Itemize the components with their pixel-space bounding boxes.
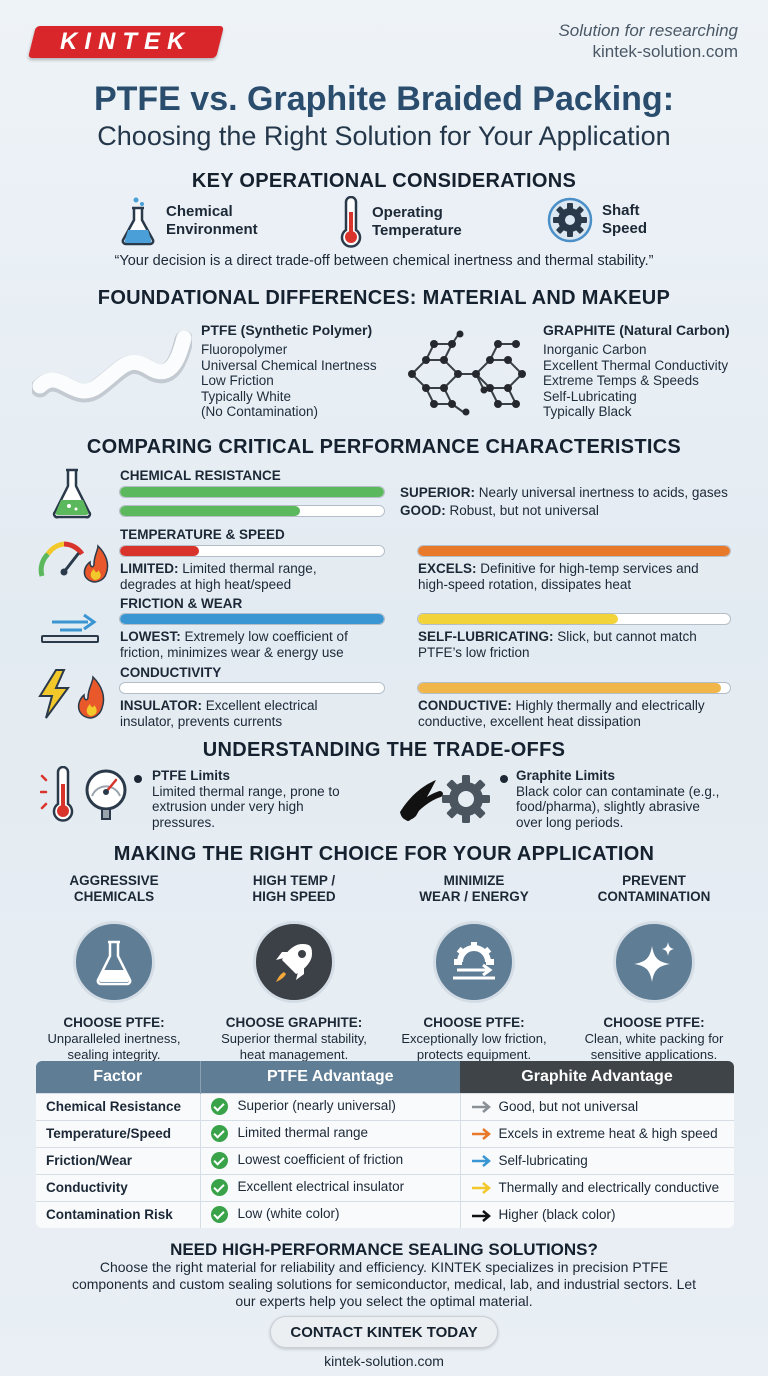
bullet xyxy=(134,775,142,783)
tagline-text: Solution for researching xyxy=(558,21,738,40)
cell-text: Good, but not universal xyxy=(498,1099,639,1114)
ptfe-chemical-fill xyxy=(120,487,384,497)
ptfe-conductivity-bar xyxy=(119,682,385,694)
table-header-ptfe: PTFE Advantage xyxy=(200,1061,460,1093)
consideration-line1: Chemical xyxy=(166,203,233,220)
graphite-material-line: Typically Black xyxy=(543,404,632,419)
ptfe-material-block xyxy=(201,322,377,420)
check-icon xyxy=(211,1098,228,1115)
friction-slide-icon xyxy=(40,610,100,646)
table-cell-ptfe xyxy=(200,1093,460,1120)
ptfe-limits-line: Limited thermal range, prone to xyxy=(152,783,340,799)
table-row xyxy=(36,1174,734,1201)
foundational-heading: FOUNDATIONAL DIFFERENCES: MATERIAL AND MAKEUP xyxy=(97,287,671,309)
desc-text: Extremely low coefficient of xyxy=(180,629,348,644)
ptfe-chemical-desc xyxy=(400,485,728,501)
desc-text: degrades at high heat/speed xyxy=(120,576,292,592)
graphite-material-line: Excellent Thermal Conductivity xyxy=(543,357,729,373)
choice-icon-circle xyxy=(253,921,335,1003)
cta-heading: NEED HIGH-PERFORMANCE SEALING SOLUTIONS? xyxy=(170,1240,598,1259)
flask-icon xyxy=(50,466,94,520)
desc-bold: CONDUCTIVE: xyxy=(418,698,512,713)
table-cell-graphite xyxy=(460,1174,734,1201)
choice-heading: MAKING THE RIGHT CHOICE FOR YOUR APPLICATION xyxy=(113,843,655,865)
cell-text: Limited thermal range xyxy=(237,1125,369,1141)
choice-recommendation: CHOOSE PTFE: xyxy=(423,1015,525,1030)
check-icon xyxy=(211,1125,228,1142)
cell-text: Higher (black color) xyxy=(498,1207,616,1223)
ptfe-friction-fill xyxy=(120,614,384,624)
table-row xyxy=(36,1147,734,1174)
desc-bold: INSULATOR: xyxy=(120,698,202,713)
choice-body-line: Superior thermal stability, xyxy=(221,1031,367,1046)
ptfe-conductivity-desc xyxy=(120,698,318,729)
graphite-limits-block xyxy=(516,768,719,830)
ptfe-material-title: PTFE (Synthetic Polymer) xyxy=(201,322,373,338)
cell-text: Low (white color) xyxy=(237,1206,340,1222)
ptfe-limits-block xyxy=(152,768,340,830)
arrow-right-icon xyxy=(471,1128,491,1140)
graphite-temperature-desc xyxy=(418,561,699,592)
kintek-logo[interactable] xyxy=(28,26,224,58)
table-cell-ptfe xyxy=(200,1147,460,1174)
graphite-conductivity-desc xyxy=(418,698,705,729)
graphite-limits-line: food/pharma), slightly abrasive xyxy=(516,799,700,814)
rocket-icon xyxy=(270,938,318,986)
desc-text: Limited thermal range, xyxy=(178,561,317,576)
choice-recommendation: CHOOSE PTFE: xyxy=(603,1015,705,1030)
choice-body-line: Exceptionally low friction, xyxy=(401,1031,547,1046)
table-header-graphite: Graphite Advantage xyxy=(460,1061,734,1093)
check-icon xyxy=(211,1179,228,1196)
cell-text: Excellent electrical insulator xyxy=(237,1179,405,1195)
ptfe-material-line: Low Friction xyxy=(201,373,274,388)
graphite-conductivity-fill xyxy=(418,683,721,693)
graphite-temperature-fill xyxy=(418,546,730,556)
consideration-line2: Speed xyxy=(602,220,648,237)
desc-bold: LOWEST: xyxy=(120,629,181,644)
consideration-shaft-speed xyxy=(546,196,647,244)
table-cell-factor: Chemical Resistance xyxy=(36,1093,200,1120)
ptfe-friction-bar xyxy=(119,613,385,625)
choice-title-line: AGGRESSIVE xyxy=(69,873,159,888)
header-website[interactable]: kintek-solution.com xyxy=(592,42,738,61)
graphite-friction-fill xyxy=(418,614,618,624)
comparison-table xyxy=(36,1061,734,1228)
black-smudge-gear-icon xyxy=(396,772,496,828)
desc-text: Slick, but cannot match xyxy=(553,629,697,644)
flask-icon xyxy=(93,938,135,986)
ptfe-friction-desc xyxy=(120,629,348,660)
table-header-factor: Factor xyxy=(36,1061,200,1093)
logo-text: KINTEK xyxy=(60,28,192,55)
desc-text: Robust, but not universal xyxy=(445,503,599,518)
ptfe-temperature-fill xyxy=(120,546,199,556)
choice-card-wear xyxy=(384,873,564,1062)
choice-card-contamination xyxy=(564,873,744,1062)
graphite-temperature-bar xyxy=(417,545,731,557)
gear-arrow-icon xyxy=(449,940,499,984)
consideration-line1: Shaft xyxy=(602,202,640,219)
footer-website-link[interactable]: kintek-solution.com xyxy=(324,1353,444,1369)
bullet xyxy=(500,775,508,783)
graphite-chemical-bar xyxy=(119,505,385,517)
contact-kintek-button[interactable]: CONTACT KINTEK TODAY xyxy=(270,1316,498,1348)
ptfe-limits-title: PTFE Limits xyxy=(152,768,231,783)
graphite-friction-bar xyxy=(417,613,731,625)
table-cell-graphite xyxy=(460,1120,734,1147)
table-cell-ptfe xyxy=(200,1201,460,1228)
choice-body-line: heat management. xyxy=(239,1046,349,1062)
consideration-line1: Operating xyxy=(372,204,443,221)
arrow-right-icon xyxy=(471,1182,491,1194)
chemical-resistance-label: CHEMICAL RESISTANCE xyxy=(120,468,281,483)
flask-icon xyxy=(118,196,158,246)
tradeoffs-heading: UNDERSTANDING THE TRADE-OFFS xyxy=(202,739,566,761)
desc-text: Definitive for high-temp services and xyxy=(476,561,699,576)
choice-body-line: Clean, white packing for xyxy=(584,1031,724,1046)
temperature-speed-label: TEMPERATURE & SPEED xyxy=(120,527,285,542)
ptfe-temperature-desc xyxy=(120,561,317,592)
ptfe-material-line: Universal Chemical Inertness xyxy=(201,357,377,373)
graphite-material-line: Self-Lubricating xyxy=(543,388,637,404)
arrow-right-icon xyxy=(471,1210,491,1222)
choice-body-line: sensitive applications. xyxy=(590,1046,718,1062)
choice-icon-circle xyxy=(73,921,155,1003)
check-icon xyxy=(211,1206,228,1223)
desc-text: Nearly universal inertness to acids, gases xyxy=(475,485,728,500)
table-cell-ptfe xyxy=(200,1174,460,1201)
gauge-flame-icon xyxy=(36,536,110,584)
choice-body-line: protects equipment. xyxy=(416,1046,532,1062)
desc-bold: SUPERIOR: xyxy=(400,485,476,500)
graphite-material-block xyxy=(543,322,730,420)
choice-body-line: Unparalleled inertness, xyxy=(47,1031,181,1046)
table-row xyxy=(36,1093,734,1120)
graphite-material-line: Extreme Temps & Speeds xyxy=(543,373,699,388)
desc-bold: SELF-LUBRICATING: xyxy=(418,629,554,644)
choice-title-line: HIGH TEMP / xyxy=(252,873,336,888)
thermometer-icon xyxy=(338,196,364,248)
choice-title-line: WEAR / ENERGY xyxy=(419,889,529,904)
graphite-material-title: GRAPHITE (Natural Carbon) xyxy=(543,322,730,338)
graphite-limits-line: Black color can contaminate (e.g., xyxy=(516,783,720,799)
choice-body-line: sealing integrity. xyxy=(67,1046,161,1062)
desc-text: insulator, prevents currents xyxy=(120,713,283,729)
ptfe-temperature-bar xyxy=(119,545,385,557)
desc-bold: GOOD: xyxy=(400,503,446,518)
arrow-right-icon xyxy=(471,1101,491,1113)
ptfe-rope-image xyxy=(32,326,192,416)
choice-icon-circle xyxy=(433,921,515,1003)
cell-text: Thermally and electrically conductive xyxy=(498,1180,720,1195)
graphite-chemical-desc xyxy=(400,503,599,519)
desc-text: PTFE’s low friction xyxy=(418,644,530,660)
ptfe-material-line: Fluoropolymer xyxy=(201,342,288,357)
choice-icon-circle xyxy=(613,921,695,1003)
cell-text: Self-lubricating xyxy=(498,1153,588,1168)
page-title: PTFE vs. Graphite Braided Packing: xyxy=(93,80,675,118)
table-cell-factor: Temperature/Speed xyxy=(36,1120,200,1147)
desc-text: Excellent electrical xyxy=(202,698,318,713)
choice-recommendation: CHOOSE GRAPHITE: xyxy=(225,1015,363,1030)
ptfe-limits-line: pressures. xyxy=(152,814,216,830)
table-cell-graphite xyxy=(460,1147,734,1174)
choice-title-line: HIGH SPEED xyxy=(252,889,336,904)
table-header-row xyxy=(36,1061,734,1093)
choice-recommendation: CHOOSE PTFE: xyxy=(63,1015,165,1030)
desc-text: friction, minimizes wear & energy use xyxy=(120,644,344,660)
table-cell-factor: Contamination Risk xyxy=(36,1201,200,1228)
graphite-conductivity-bar xyxy=(417,682,731,694)
cell-text: Lowest coefficient of friction xyxy=(237,1152,404,1168)
desc-bold: LIMITED: xyxy=(120,561,179,576)
graphite-limits-line: over long periods. xyxy=(516,814,624,830)
thermometer-pressure-gauge-icon xyxy=(40,766,140,826)
table-cell-graphite xyxy=(460,1201,734,1228)
desc-text: Highly thermally and electrically xyxy=(511,698,705,713)
table-row xyxy=(36,1201,734,1228)
sparkle-icon xyxy=(630,938,678,986)
arrow-right-icon xyxy=(471,1155,491,1167)
friction-wear-label: FRICTION & WEAR xyxy=(120,596,243,611)
conductivity-label: CONDUCTIVITY xyxy=(120,665,222,680)
ptfe-material-line: Typically White xyxy=(201,388,292,404)
desc-text: high-speed rotation, dissipates heat xyxy=(418,576,632,592)
choice-card-chemicals xyxy=(24,873,204,1062)
choice-title-line: CONTAMINATION xyxy=(597,889,711,904)
choice-title-line: MINIMIZE xyxy=(443,873,505,888)
graphite-lattice-image xyxy=(404,330,536,416)
cta-text: Choose the right material for reliability and efficiency. KINTEK specializes in precision PTFE components and custom sealing solutions for semiconductor, medical, lab, and industrial sectors. Let our experts help you select the optimal material. xyxy=(71,1259,697,1309)
gear-icon xyxy=(546,196,594,244)
table-cell-ptfe xyxy=(200,1120,460,1147)
consideration-temperature xyxy=(338,196,462,248)
consideration-chemical xyxy=(118,196,258,246)
table-cell-factor: Friction/Wear xyxy=(36,1147,200,1174)
graphite-chemical-fill xyxy=(120,506,300,516)
lightning-flame-icon xyxy=(36,668,108,720)
table-cell-graphite xyxy=(460,1093,734,1120)
cell-text: Excels in extreme heat & high speed xyxy=(498,1126,718,1141)
table-cell-factor: Conductivity xyxy=(36,1174,200,1201)
cell-text: Superior (nearly universal) xyxy=(237,1098,396,1114)
considerations-heading: KEY OPERATIONAL CONSIDERATIONS xyxy=(191,170,577,192)
ptfe-limits-line: extrusion under very high xyxy=(152,799,304,814)
ptfe-chemical-bar xyxy=(119,486,385,498)
ptfe-material-line: (No Contamination) xyxy=(201,404,319,419)
header-tagline xyxy=(558,20,738,62)
graphite-limits-title: Graphite Limits xyxy=(516,768,616,783)
check-icon xyxy=(211,1152,228,1169)
desc-bold: EXCELS: xyxy=(418,561,477,576)
decision-quote: “Your decision is a direct trade-off between chemical inertness and thermal stability.” xyxy=(114,253,654,269)
performance-heading: COMPARING CRITICAL PERFORMANCE CHARACTERISTICS xyxy=(86,436,682,458)
page-subtitle: Choosing the Right Solution for Your Application xyxy=(97,121,671,151)
graphite-friction-desc xyxy=(418,629,697,660)
choice-title-line: CHEMICALS xyxy=(73,889,155,904)
consideration-line2: Environment xyxy=(166,221,258,238)
choice-card-high-temp xyxy=(204,873,384,1062)
desc-text: conductive, excellent heat dissipation xyxy=(418,713,641,729)
choice-title-line: PREVENT xyxy=(622,873,686,888)
table-row xyxy=(36,1120,734,1147)
graphite-material-line: Inorganic Carbon xyxy=(543,342,647,357)
consideration-line2: Temperature xyxy=(372,222,462,239)
